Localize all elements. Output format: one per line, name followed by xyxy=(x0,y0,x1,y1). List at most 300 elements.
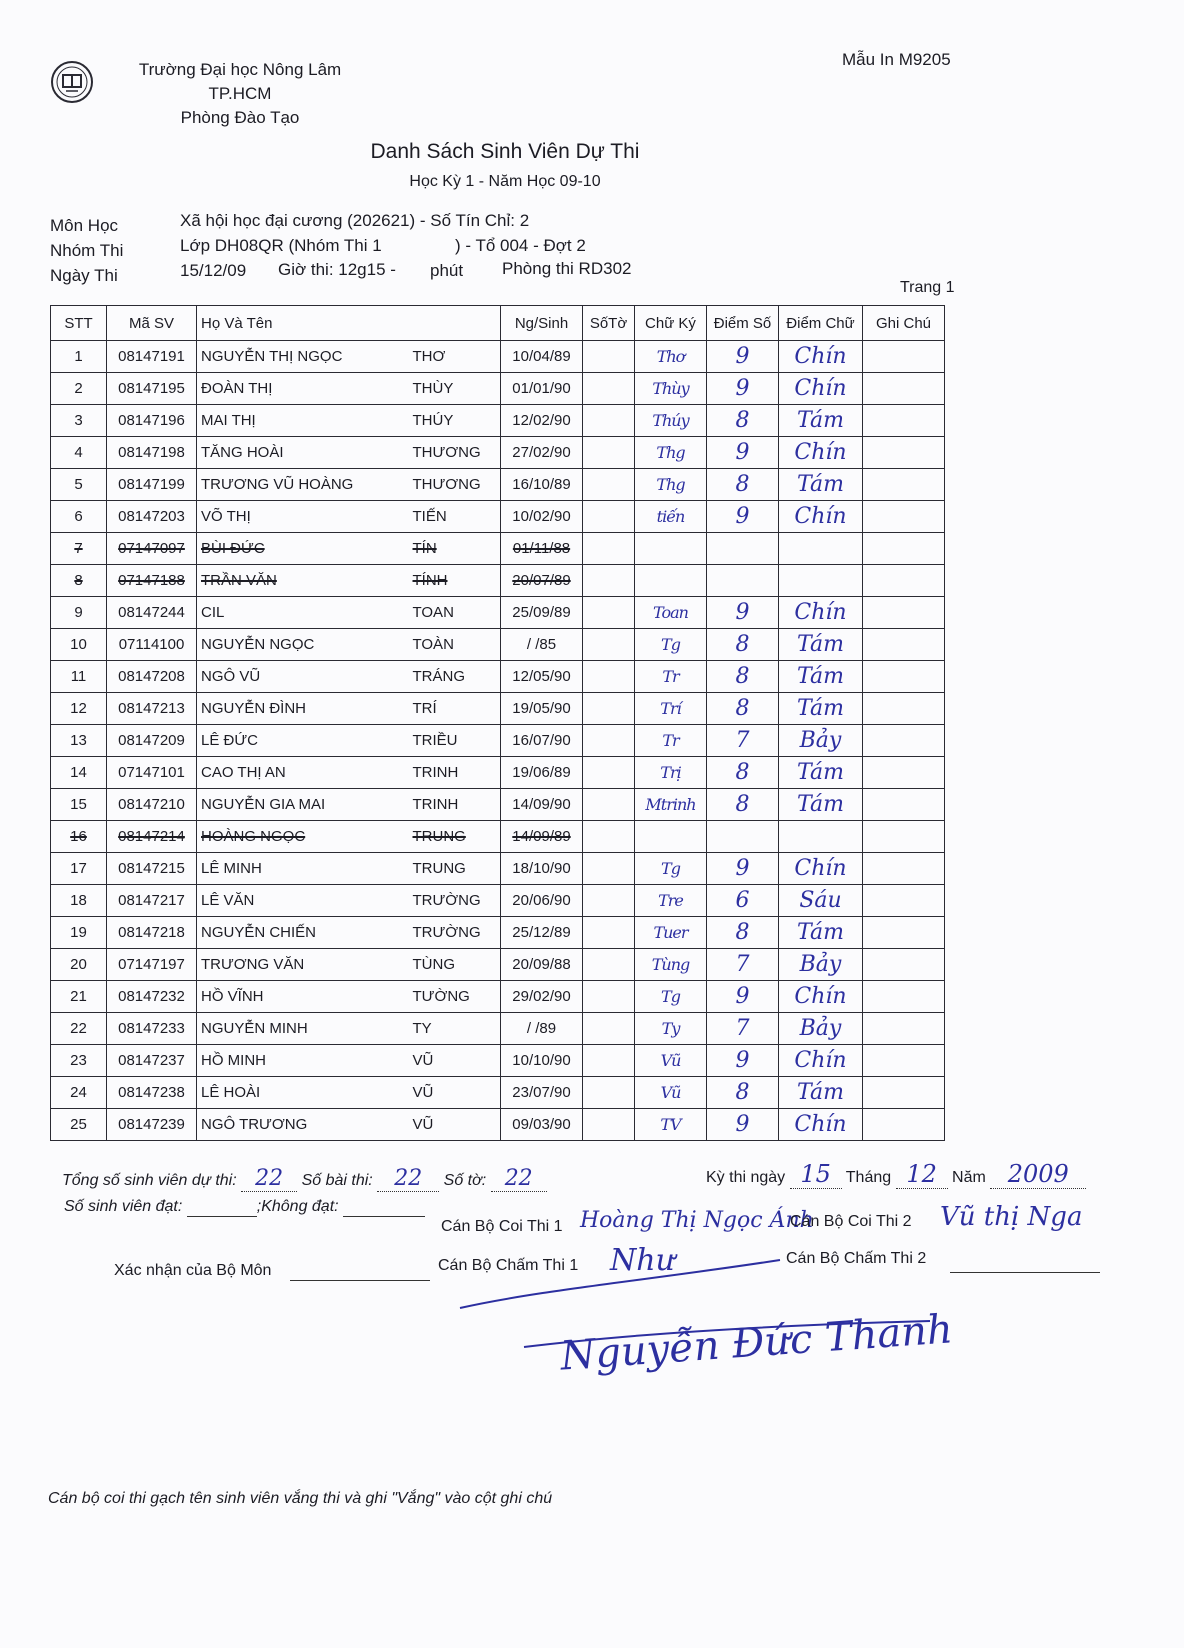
student-given-name: THƯƠNG xyxy=(409,469,501,501)
score-word: Tám xyxy=(779,469,863,501)
student-dob: 29/02/90 xyxy=(501,981,583,1013)
student-id: 08147215 xyxy=(107,853,197,885)
note-cell xyxy=(863,917,945,949)
table-row xyxy=(51,885,945,917)
student-given-name: VŨ xyxy=(409,1077,501,1109)
student-dob: 12/05/90 xyxy=(501,661,583,693)
student-signature xyxy=(635,565,707,597)
sheet-count xyxy=(583,917,635,949)
total-students-value: 22 xyxy=(241,1166,297,1192)
exam-group-value-2: ) - Tổ 004 - Đợt 2 xyxy=(455,236,586,255)
table-row xyxy=(51,693,945,725)
sheet-count xyxy=(583,405,635,437)
page-title: Danh Sách Sinh Viên Dự Thi xyxy=(370,140,640,163)
grader-2-blank xyxy=(950,1254,1100,1273)
passed-blank xyxy=(187,1198,257,1217)
exam-group-value: Lớp DH08QR (Nhóm Thi 1 xyxy=(180,236,382,255)
exam-minutes: phút xyxy=(430,261,464,280)
header-score-word: Điểm Chữ xyxy=(779,306,863,341)
score-number: 8 xyxy=(707,917,779,949)
instruction-note: Cán bộ coi thi gạch tên sinh viên vắng thi và ghi "Vắng" vào cột ghi chú xyxy=(48,1490,553,1507)
note-cell xyxy=(863,725,945,757)
student-name: NGUYỄN CHIẾN xyxy=(197,917,409,949)
note-cell xyxy=(863,373,945,405)
table-row xyxy=(51,917,945,949)
row-stt: 7 xyxy=(51,533,107,565)
student-given-name: TRÁNG xyxy=(409,661,501,693)
student-dob: 23/07/90 xyxy=(501,1077,583,1109)
student-given-name: TRƯỜNG xyxy=(409,885,501,917)
student-name: LÊ VĂN xyxy=(197,885,409,917)
row-stt: 9 xyxy=(51,597,107,629)
note-cell xyxy=(863,853,945,885)
row-stt: 23 xyxy=(51,1045,107,1077)
student-given-name: TOAN xyxy=(409,597,501,629)
student-dob: 25/09/89 xyxy=(501,597,583,629)
student-name: LÊ MINH xyxy=(197,853,409,885)
student-name: MAI THỊ xyxy=(197,405,409,437)
score-word: Tám xyxy=(779,789,863,821)
student-signature: TV xyxy=(635,1109,707,1141)
row-stt: 11 xyxy=(51,661,107,693)
total-students-label: Tổng số sinh viên dự thi: xyxy=(62,1172,237,1189)
sheet-count xyxy=(583,1109,635,1141)
sheet-count xyxy=(583,373,635,405)
score-number: 7 xyxy=(707,725,779,757)
student-dob: 14/09/89 xyxy=(501,821,583,853)
score-number: 6 xyxy=(707,885,779,917)
row-stt: 5 xyxy=(51,469,107,501)
sheet-count xyxy=(583,949,635,981)
score-word: Tám xyxy=(779,661,863,693)
student-given-name: TÙNG xyxy=(409,949,501,981)
score-number: 8 xyxy=(707,629,779,661)
table-row xyxy=(51,661,945,693)
table-row xyxy=(51,1109,945,1141)
student-id: 08147218 xyxy=(107,917,197,949)
student-name: VÕ THỊ xyxy=(197,501,409,533)
row-stt: 14 xyxy=(51,757,107,789)
student-dob: 18/10/90 xyxy=(501,853,583,885)
student-id: 07147101 xyxy=(107,757,197,789)
student-given-name: TRÍ xyxy=(409,693,501,725)
total-papers-label: Số bài thi: xyxy=(301,1172,373,1189)
student-dob: 01/01/90 xyxy=(501,373,583,405)
score-word: Tám xyxy=(779,405,863,437)
note-cell xyxy=(863,501,945,533)
student-dob: 10/10/90 xyxy=(501,1045,583,1077)
student-signature: Vũ xyxy=(635,1077,707,1109)
student-dob: 20/09/88 xyxy=(501,949,583,981)
student-id: 07147097 xyxy=(107,533,197,565)
note-cell xyxy=(863,1045,945,1077)
score-word: Chín xyxy=(779,981,863,1013)
student-dob: 19/06/89 xyxy=(501,757,583,789)
school-line-1: Trường Đại học Nông Lâm xyxy=(138,60,342,79)
score-word xyxy=(779,533,863,565)
exam-date-label: Ngày Thi xyxy=(50,266,118,285)
student-given-name: TIẾN xyxy=(409,501,501,533)
score-word: Bảy xyxy=(779,1013,863,1045)
student-id: 08147232 xyxy=(107,981,197,1013)
proctor-2-signature: Vũ thị Nga xyxy=(940,1202,1083,1232)
student-name: BÙI ĐỨC xyxy=(197,533,409,565)
row-stt: 13 xyxy=(51,725,107,757)
student-name: HỒ VĨNH xyxy=(197,981,409,1013)
student-given-name: THƯƠNG xyxy=(409,437,501,469)
note-cell xyxy=(863,597,945,629)
score-number: 9 xyxy=(707,981,779,1013)
student-signature: tiến xyxy=(635,501,707,533)
student-given-name: TÍNH xyxy=(409,565,501,597)
table-row xyxy=(51,949,945,981)
student-signature: Tr xyxy=(635,661,707,693)
department-head-signature: Nguyễn Đức Thanh xyxy=(558,1306,955,1380)
exam-time: Giờ thi: 12g15 - xyxy=(278,260,396,279)
score-word: Tám xyxy=(779,693,863,725)
score-word: Chín xyxy=(779,853,863,885)
note-cell xyxy=(863,341,945,373)
student-id: 08147195 xyxy=(107,373,197,405)
score-number: 8 xyxy=(707,757,779,789)
student-signature: Thúy xyxy=(635,405,707,437)
student-signature: Trí xyxy=(635,693,707,725)
note-cell xyxy=(863,661,945,693)
table-row xyxy=(51,437,945,469)
student-name: NGUYỄN GIA MAI xyxy=(197,789,409,821)
exam-year-label: Năm xyxy=(952,1169,986,1186)
score-number: 9 xyxy=(707,1045,779,1077)
score-number: 9 xyxy=(707,373,779,405)
score-word xyxy=(779,565,863,597)
total-sheets-label: Số tờ: xyxy=(443,1172,487,1189)
student-given-name: TRINH xyxy=(409,757,501,789)
score-word: Chín xyxy=(779,437,863,469)
score-word: Bảy xyxy=(779,725,863,757)
student-name: LÊ ĐỨC xyxy=(197,725,409,757)
exam-date-value: 15/12/09 xyxy=(180,261,247,280)
header-dob: Ng/Sinh xyxy=(501,306,583,341)
student-given-name: TRUNG xyxy=(409,821,501,853)
table-row xyxy=(51,341,945,373)
table-header-row xyxy=(51,306,945,341)
student-signature: Tg xyxy=(635,981,707,1013)
student-given-name: VŨ xyxy=(409,1109,501,1141)
student-roster-table xyxy=(50,305,945,1141)
score-number: 9 xyxy=(707,501,779,533)
table-row xyxy=(51,501,945,533)
table-row xyxy=(51,725,945,757)
row-stt: 4 xyxy=(51,437,107,469)
student-id: 08147196 xyxy=(107,405,197,437)
exam-month-label: Tháng xyxy=(845,1169,892,1186)
student-id: 08147203 xyxy=(107,501,197,533)
table-row xyxy=(51,821,945,853)
student-name: TRƯƠNG VĂN xyxy=(197,949,409,981)
sheet-count xyxy=(583,533,635,565)
header-sheets: SốTờ xyxy=(583,306,635,341)
row-stt: 17 xyxy=(51,853,107,885)
student-name: NGUYỄN THỊ NGỌC xyxy=(197,341,409,373)
student-id: 08147213 xyxy=(107,693,197,725)
sheet-count xyxy=(583,437,635,469)
student-id: 08147214 xyxy=(107,821,197,853)
table-row xyxy=(51,1013,945,1045)
totals-line xyxy=(62,1166,547,1192)
score-number xyxy=(707,565,779,597)
score-number xyxy=(707,821,779,853)
student-name: NGUYỄN NGỌC xyxy=(197,629,409,661)
row-stt: 18 xyxy=(51,885,107,917)
sheet-count xyxy=(583,1013,635,1045)
row-stt: 1 xyxy=(51,341,107,373)
student-signature: Tuer xyxy=(635,917,707,949)
student-signature: Trị xyxy=(635,757,707,789)
exam-group-label: Nhóm Thi xyxy=(50,241,124,260)
score-number: 9 xyxy=(707,341,779,373)
student-given-name: TY xyxy=(409,1013,501,1045)
student-signature: Thùy xyxy=(635,373,707,405)
student-signature: Tg xyxy=(635,629,707,661)
note-cell xyxy=(863,821,945,853)
school-line-2: TP.HCM xyxy=(208,84,272,103)
row-stt: 22 xyxy=(51,1013,107,1045)
note-cell xyxy=(863,533,945,565)
student-name: ĐOÀN THỊ xyxy=(197,373,409,405)
student-id: 07114100 xyxy=(107,629,197,661)
student-dob: 19/05/90 xyxy=(501,693,583,725)
table-row xyxy=(51,1077,945,1109)
note-cell xyxy=(863,757,945,789)
student-dob: / /85 xyxy=(501,629,583,661)
sheet-count xyxy=(583,1045,635,1077)
score-number: 7 xyxy=(707,949,779,981)
student-signature: Tre xyxy=(635,885,707,917)
score-word: Chín xyxy=(779,1045,863,1077)
student-dob: 25/12/89 xyxy=(501,917,583,949)
sheet-count xyxy=(583,629,635,661)
student-given-name: TRIỀU xyxy=(409,725,501,757)
student-id: 07147188 xyxy=(107,565,197,597)
row-stt: 2 xyxy=(51,373,107,405)
table-row xyxy=(51,533,945,565)
pass-line xyxy=(64,1198,425,1217)
proctor-1-signature: Hoàng Thị Ngọc Ánh xyxy=(580,1208,814,1233)
sheet-count xyxy=(583,469,635,501)
table-row xyxy=(51,405,945,437)
sheet-count xyxy=(583,981,635,1013)
subject-value: Xã hội học đại cương (202621) - Số Tín Chỉ: 2 xyxy=(180,211,530,230)
student-name: HỒ MINH xyxy=(197,1045,409,1077)
student-id: 08147238 xyxy=(107,1077,197,1109)
note-cell xyxy=(863,1109,945,1141)
student-given-name: TRINH xyxy=(409,789,501,821)
student-signature: Thơ xyxy=(635,341,707,373)
school-line-3: Phòng Đào Tạo xyxy=(180,108,300,127)
sheet-count xyxy=(583,597,635,629)
score-word: Sáu xyxy=(779,885,863,917)
sheet-count xyxy=(583,853,635,885)
table-row xyxy=(51,789,945,821)
student-name: TRẦN VĂN xyxy=(197,565,409,597)
note-cell xyxy=(863,949,945,981)
row-stt: 24 xyxy=(51,1077,107,1109)
student-dob: 20/06/90 xyxy=(501,885,583,917)
score-number xyxy=(707,533,779,565)
student-given-name: TÍN xyxy=(409,533,501,565)
table-row xyxy=(51,1045,945,1077)
student-id: 08147209 xyxy=(107,725,197,757)
score-word xyxy=(779,821,863,853)
table-row xyxy=(51,853,945,885)
note-cell xyxy=(863,629,945,661)
student-name: NGÔ TRƯƠNG xyxy=(197,1109,409,1141)
sheet-count xyxy=(583,821,635,853)
note-cell xyxy=(863,1077,945,1109)
exam-day-value: 15 xyxy=(790,1160,842,1189)
student-signature: Tr xyxy=(635,725,707,757)
score-word: Chín xyxy=(779,341,863,373)
header-full-name: Họ Và Tên xyxy=(197,306,501,341)
score-number: 9 xyxy=(707,1109,779,1141)
passed-label: Số sinh viên đạt: xyxy=(64,1198,183,1215)
student-dob: 16/07/90 xyxy=(501,725,583,757)
row-stt: 25 xyxy=(51,1109,107,1141)
grader-2-label: Cán Bộ Chấm Thi 2 xyxy=(786,1250,927,1267)
student-signature: Thg xyxy=(635,469,707,501)
sheet-count xyxy=(583,885,635,917)
student-id: 08147208 xyxy=(107,661,197,693)
student-given-name: TƯỜNG xyxy=(409,981,501,1013)
table-row xyxy=(51,469,945,501)
proctor-1-label: Cán Bộ Coi Thi 1 xyxy=(441,1218,563,1235)
score-number: 8 xyxy=(707,405,779,437)
exam-date-line xyxy=(706,1160,1086,1189)
row-stt: 6 xyxy=(51,501,107,533)
department-confirm-label: Xác nhận của Bộ Môn xyxy=(114,1262,272,1279)
grader-1-label: Cán Bộ Chấm Thi 1 xyxy=(438,1257,579,1274)
score-word: Chín xyxy=(779,501,863,533)
student-id: 07147197 xyxy=(107,949,197,981)
grader-1-signature: Như xyxy=(610,1243,675,1278)
score-word: Tám xyxy=(779,1077,863,1109)
school-name xyxy=(110,58,370,130)
table-row xyxy=(51,629,945,661)
header-score: Điểm Số xyxy=(707,306,779,341)
student-given-name: THÚY xyxy=(409,405,501,437)
row-stt: 21 xyxy=(51,981,107,1013)
student-signature xyxy=(635,821,707,853)
proctor-2-label: Cán Bộ Coi Thi 2 xyxy=(790,1213,912,1230)
score-word: Tám xyxy=(779,917,863,949)
note-cell xyxy=(863,565,945,597)
row-stt: 16 xyxy=(51,821,107,853)
table-row xyxy=(51,373,945,405)
student-id: 08147233 xyxy=(107,1013,197,1045)
score-word: Chín xyxy=(779,597,863,629)
score-number: 8 xyxy=(707,693,779,725)
student-name: NGUYỄN ĐÌNH xyxy=(197,693,409,725)
row-stt: 19 xyxy=(51,917,107,949)
student-dob: / /89 xyxy=(501,1013,583,1045)
score-word: Chín xyxy=(779,373,863,405)
exam-room: Phòng thi RD302 xyxy=(502,259,632,278)
student-signature: Vũ xyxy=(635,1045,707,1077)
score-word: Tám xyxy=(779,757,863,789)
student-given-name: TRUNG xyxy=(409,853,501,885)
subject-label: Môn Học xyxy=(50,216,119,235)
sheet-count xyxy=(583,725,635,757)
table-row xyxy=(51,981,945,1013)
table-row xyxy=(51,597,945,629)
table-row xyxy=(51,757,945,789)
note-cell xyxy=(863,885,945,917)
header-stt: STT xyxy=(51,306,107,341)
student-id: 08147244 xyxy=(107,597,197,629)
sheet-count xyxy=(583,693,635,725)
score-word: Tám xyxy=(779,629,863,661)
score-number: 8 xyxy=(707,1077,779,1109)
note-cell xyxy=(863,1013,945,1045)
student-signature: Mtrinh xyxy=(635,789,707,821)
student-signature: Toan xyxy=(635,597,707,629)
exam-month-value: 12 xyxy=(896,1160,948,1189)
student-id: 08147210 xyxy=(107,789,197,821)
student-id: 08147191 xyxy=(107,341,197,373)
university-seal-icon xyxy=(50,60,94,104)
student-name: CIL xyxy=(197,597,409,629)
student-signature: Tùng xyxy=(635,949,707,981)
note-cell xyxy=(863,693,945,725)
student-id: 08147239 xyxy=(107,1109,197,1141)
score-number: 9 xyxy=(707,853,779,885)
department-confirm-blank xyxy=(290,1262,430,1281)
note-cell xyxy=(863,405,945,437)
student-given-name: TOÀN xyxy=(409,629,501,661)
form-code: Mẫu In M9205 xyxy=(842,50,951,69)
student-given-name: VŨ xyxy=(409,1045,501,1077)
score-number: 8 xyxy=(707,789,779,821)
score-number: 9 xyxy=(707,437,779,469)
student-given-name: TRƯỜNG xyxy=(409,917,501,949)
sheet-count xyxy=(583,341,635,373)
student-dob: 27/02/90 xyxy=(501,437,583,469)
row-stt: 8 xyxy=(51,565,107,597)
note-cell xyxy=(863,469,945,501)
total-papers-value: 22 xyxy=(377,1166,439,1192)
score-word: Bảy xyxy=(779,949,863,981)
failed-blank xyxy=(343,1198,425,1217)
student-id: 08147237 xyxy=(107,1045,197,1077)
student-dob: 20/07/89 xyxy=(501,565,583,597)
student-dob: 12/02/90 xyxy=(501,405,583,437)
header-signature: Chữ Ký xyxy=(635,306,707,341)
student-id: 08147198 xyxy=(107,437,197,469)
student-name: NGUYỄN MINH xyxy=(197,1013,409,1045)
score-number: 9 xyxy=(707,597,779,629)
note-cell xyxy=(863,789,945,821)
sheet-count xyxy=(583,1077,635,1109)
score-word: Chín xyxy=(779,1109,863,1141)
row-stt: 12 xyxy=(51,693,107,725)
sheet-count xyxy=(583,757,635,789)
student-name: TĂNG HOÀI xyxy=(197,437,409,469)
total-sheets-value: 22 xyxy=(491,1166,547,1192)
row-stt: 3 xyxy=(51,405,107,437)
row-stt: 20 xyxy=(51,949,107,981)
table-row xyxy=(51,565,945,597)
student-name: HOÀNG NGỌC xyxy=(197,821,409,853)
